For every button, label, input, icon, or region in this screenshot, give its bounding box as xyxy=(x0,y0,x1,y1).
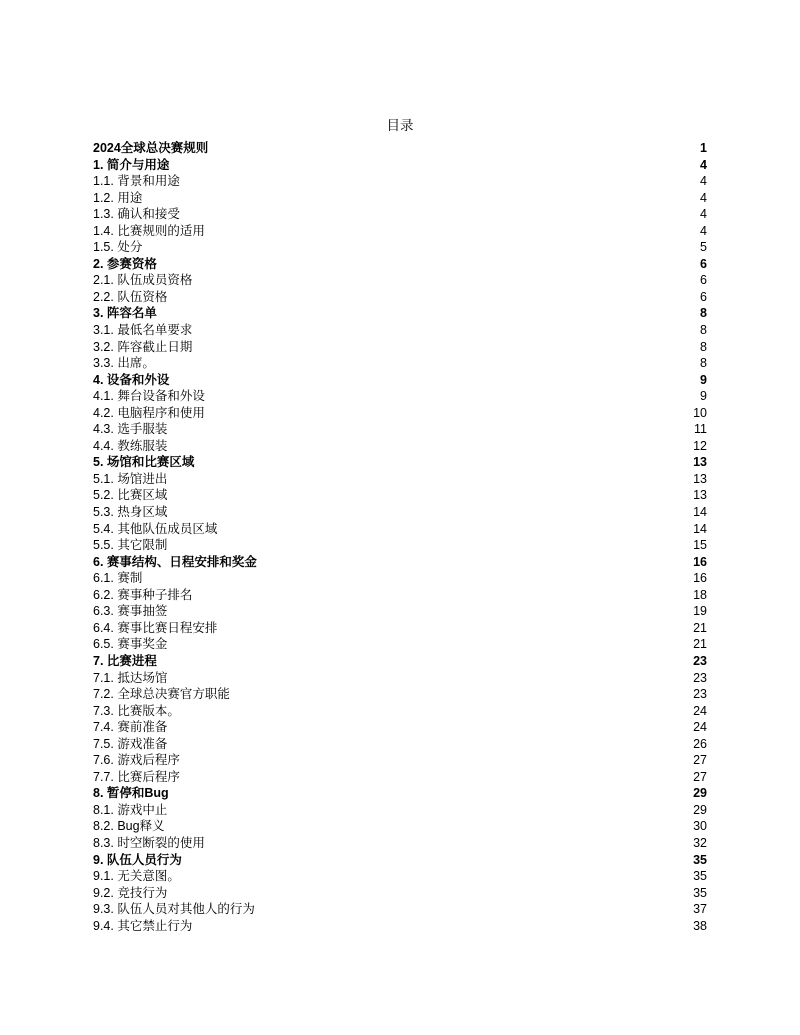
toc-entry-label[interactable]: 8.1. 游戏中止 xyxy=(93,802,168,817)
toc-entry-page-number: 13 xyxy=(693,471,707,486)
toc-entry-page-number: 16 xyxy=(693,554,707,569)
toc-entry[interactable] xyxy=(93,785,707,802)
toc-entry-label[interactable]: 1.2. 用途 xyxy=(93,190,143,205)
toc-entry-page-number: 4 xyxy=(700,207,707,222)
toc-entry[interactable] xyxy=(93,620,707,637)
toc-entry[interactable] xyxy=(93,206,707,223)
toc-entry-page-number: 21 xyxy=(693,637,707,652)
toc-entry-page-number: 35 xyxy=(693,885,707,900)
toc-entry[interactable] xyxy=(93,405,707,422)
toc-entry-label[interactable]: 6.5. 赛事奖金 xyxy=(93,637,168,652)
toc-entry-label[interactable]: 4.2. 电脑程序和使用 xyxy=(93,405,205,420)
toc-entry-page-number: 29 xyxy=(693,802,707,817)
toc-entry-page-number: 8 xyxy=(700,356,707,371)
toc-entry-label[interactable]: 6.1. 赛制 xyxy=(93,571,143,586)
toc-entry-label[interactable]: 2.2. 队伍资格 xyxy=(93,289,168,304)
toc-entry-page-number: 32 xyxy=(693,835,707,850)
toc-entry-label[interactable]: 9.3. 队伍人员对其他人的行为 xyxy=(93,902,255,917)
toc-entry[interactable] xyxy=(93,885,707,902)
toc-entry-page-number: 23 xyxy=(693,670,707,685)
toc-entry-label[interactable]: 8.3. 时空断裂的使用 xyxy=(93,835,205,850)
toc-entry-page-number: 12 xyxy=(693,438,707,453)
toc-entry-page-number: 23 xyxy=(693,687,707,702)
page-title: 目录 xyxy=(386,118,414,133)
toc-entry-label[interactable]: 7.1. 抵达场馆 xyxy=(93,670,168,685)
toc-entry-label[interactable]: 4.3. 选手服装 xyxy=(93,422,168,437)
toc-entry-label[interactable]: 3. 阵容名单 xyxy=(93,306,157,321)
toc-entry-label[interactable]: 5.1. 场馆进出 xyxy=(93,471,168,486)
toc-entry[interactable] xyxy=(93,802,707,819)
toc-entry[interactable] xyxy=(93,339,707,356)
toc-entry-page-number: 8 xyxy=(700,323,707,338)
toc-entry-page-number: 38 xyxy=(693,918,707,933)
toc-entry-label[interactable]: 5.3. 热身区域 xyxy=(93,505,168,520)
toc-entry-page-number: 4 xyxy=(700,157,707,172)
toc-entry[interactable] xyxy=(93,653,707,670)
toc-entry-label[interactable]: 4. 设备和外设 xyxy=(93,372,170,387)
toc-entry-label[interactable]: 7.6. 游戏后程序 xyxy=(93,753,180,768)
toc-entry-page-number: 24 xyxy=(693,720,707,735)
toc-entry-page-number: 27 xyxy=(693,769,707,784)
toc-entry[interactable] xyxy=(93,537,707,554)
toc-entry-label[interactable]: 4.4. 教练服装 xyxy=(93,438,168,453)
toc-entry[interactable] xyxy=(93,322,707,339)
toc-entry[interactable] xyxy=(93,372,707,389)
toc-entry-page-number: 21 xyxy=(693,620,707,635)
toc-entry[interactable] xyxy=(93,570,707,587)
toc-entry-page-number: 6 xyxy=(700,256,707,271)
toc-entry[interactable] xyxy=(93,355,707,372)
toc-entry-label[interactable]: 1.4. 比赛规则的适用 xyxy=(93,223,205,238)
toc-entry-label[interactable]: 1.3. 确认和接受 xyxy=(93,207,180,222)
toc-entry-page-number: 19 xyxy=(693,604,707,619)
toc-entry-page-number: 9 xyxy=(700,389,707,404)
toc-entry-label[interactable]: 9.1. 无关意图。 xyxy=(93,869,180,884)
toc-entry-page-number: 8 xyxy=(700,339,707,354)
toc-entry-label[interactable]: 2024全球总决赛规则 xyxy=(93,141,209,155)
toc-entry[interactable] xyxy=(93,752,707,769)
toc-entry-page-number: 37 xyxy=(693,902,707,917)
toc-entry[interactable] xyxy=(93,454,707,471)
toc-entry-page-number: 11 xyxy=(694,422,707,437)
toc-entry-label[interactable]: 5.2. 比赛区域 xyxy=(93,488,168,503)
toc-entry[interactable] xyxy=(93,587,707,604)
toc-entry[interactable] xyxy=(93,835,707,852)
toc-entry-page-number: 13 xyxy=(693,455,707,470)
toc-entry[interactable] xyxy=(93,769,707,786)
toc-entry-label[interactable]: 6.2. 赛事种子排名 xyxy=(93,587,193,602)
toc-entry-label[interactable]: 5.4. 其他队伍成员区域 xyxy=(93,521,218,536)
toc-entry-page-number: 14 xyxy=(693,505,707,520)
toc-entry-label[interactable]: 1.1. 背景和用途 xyxy=(93,174,180,189)
toc-entry[interactable] xyxy=(93,504,707,521)
toc-entry-page-number: 9 xyxy=(700,372,707,387)
toc-entry-label[interactable]: 1.5. 处分 xyxy=(93,240,143,255)
toc-entry-page-number: 27 xyxy=(693,753,707,768)
toc-entry-page-number: 13 xyxy=(693,488,707,503)
toc-entry[interactable] xyxy=(93,157,707,174)
toc-entry-label[interactable]: 5.5. 其它限制 xyxy=(93,538,168,553)
toc-entry-page-number: 6 xyxy=(700,273,707,288)
toc-entry-label[interactable]: 7. 比赛进程 xyxy=(93,653,157,668)
toc-entry-page-number: 30 xyxy=(693,819,707,834)
toc-entry-label[interactable]: 3.2. 阵容截止日期 xyxy=(93,339,193,354)
toc-entry-label[interactable]: 9. 队伍人员行为 xyxy=(93,852,182,867)
toc-entry-page-number: 35 xyxy=(693,852,707,867)
toc-entry-page-number: 10 xyxy=(693,405,707,420)
toc-entry[interactable] xyxy=(93,173,707,190)
toc-entry-label[interactable]: 7.3. 比赛版本。 xyxy=(93,703,180,718)
toc-entry[interactable] xyxy=(93,818,707,835)
toc-entry[interactable] xyxy=(93,471,707,488)
toc-entry-label[interactable]: 9.2. 竞技行为 xyxy=(93,885,168,900)
toc-entry-page-number: 4 xyxy=(700,174,707,189)
toc-entry-label[interactable]: 3.3. 出席。 xyxy=(93,356,155,371)
toc-entry[interactable] xyxy=(93,521,707,538)
toc-entry[interactable] xyxy=(93,918,707,935)
toc-entry-page-number: 6 xyxy=(700,289,707,304)
toc-entry[interactable] xyxy=(93,305,707,322)
toc-entry-label[interactable]: 2.1. 队伍成员资格 xyxy=(93,273,193,288)
toc-entry-label[interactable]: 3.1. 最低名单要求 xyxy=(93,323,193,338)
toc-entry[interactable] xyxy=(93,868,707,885)
toc-entry[interactable] xyxy=(93,719,707,736)
toc-entry[interactable] xyxy=(93,388,707,405)
toc-entry[interactable] xyxy=(93,636,707,653)
toc-entry[interactable] xyxy=(93,438,707,455)
toc-entry-label[interactable]: 6. 赛事结构、日程安排和奖金 xyxy=(93,554,257,569)
toc-entry[interactable] xyxy=(93,256,707,273)
toc-entry[interactable] xyxy=(93,421,707,438)
toc-entry[interactable] xyxy=(93,487,707,504)
toc-entry-page-number: 15 xyxy=(693,538,707,553)
toc-entry-label[interactable]: 6.3. 赛事抽签 xyxy=(93,604,168,619)
toc-entry-label[interactable]: 5. 场馆和比赛区域 xyxy=(93,455,195,470)
toc-entry[interactable] xyxy=(93,190,707,207)
toc-entry-page-number: 18 xyxy=(693,587,707,602)
toc-entry[interactable] xyxy=(93,140,707,157)
toc-entry-label[interactable]: 7.7. 比赛后程序 xyxy=(93,769,180,784)
toc-entry-page-number: 29 xyxy=(693,786,707,801)
toc-entry-page-number: 24 xyxy=(693,703,707,718)
toc-entry-label[interactable]: 8.2. Bug释义 xyxy=(93,819,165,834)
toc-entry[interactable] xyxy=(93,670,707,687)
toc-entry-label[interactable]: 9.4. 其它禁止行为 xyxy=(93,918,193,933)
toc-entry-label[interactable]: 4.1. 舞台设备和外设 xyxy=(93,389,205,404)
toc-entry-page-number: 16 xyxy=(693,571,707,586)
toc-entry[interactable] xyxy=(93,686,707,703)
toc-entry-page-number: 1 xyxy=(700,141,707,155)
toc-entry-label[interactable]: 7.5. 游戏准备 xyxy=(93,736,168,751)
toc-entry[interactable] xyxy=(93,289,707,306)
toc-list xyxy=(93,140,707,934)
toc-entry-label[interactable]: 7.4. 赛前准备 xyxy=(93,720,168,735)
toc-entry-label[interactable]: 1. 简介与用途 xyxy=(93,157,170,172)
toc-entry[interactable] xyxy=(93,272,707,289)
toc-entry[interactable] xyxy=(93,852,707,869)
toc-entry-page-number: 8 xyxy=(700,306,707,321)
toc-entry-page-number: 35 xyxy=(693,869,707,884)
toc-entry[interactable] xyxy=(93,703,707,720)
toc-entry[interactable] xyxy=(93,603,707,620)
toc-entry[interactable] xyxy=(93,736,707,753)
toc-content xyxy=(93,118,707,934)
toc-entry-label[interactable]: 6.4. 赛事比赛日程安排 xyxy=(93,620,218,635)
toc-entry-label[interactable]: 2. 参赛资格 xyxy=(93,256,157,271)
toc-entry-label[interactable]: 8. 暂停和Bug xyxy=(93,786,169,801)
toc-entry[interactable] xyxy=(93,223,707,240)
toc-entry[interactable] xyxy=(93,554,707,571)
toc-entry-page-number: 14 xyxy=(693,521,707,536)
toc-entry-page-number: 4 xyxy=(700,190,707,205)
toc-entry-page-number: 4 xyxy=(700,223,707,238)
toc-entry-label[interactable]: 7.2. 全球总决赛官方职能 xyxy=(93,687,230,702)
toc-entry-page-number: 5 xyxy=(700,240,707,255)
toc-entry[interactable] xyxy=(93,901,707,918)
toc-entry-page-number: 26 xyxy=(693,736,707,751)
toc-entry[interactable] xyxy=(93,239,707,256)
toc-entry-page-number: 23 xyxy=(693,653,707,668)
